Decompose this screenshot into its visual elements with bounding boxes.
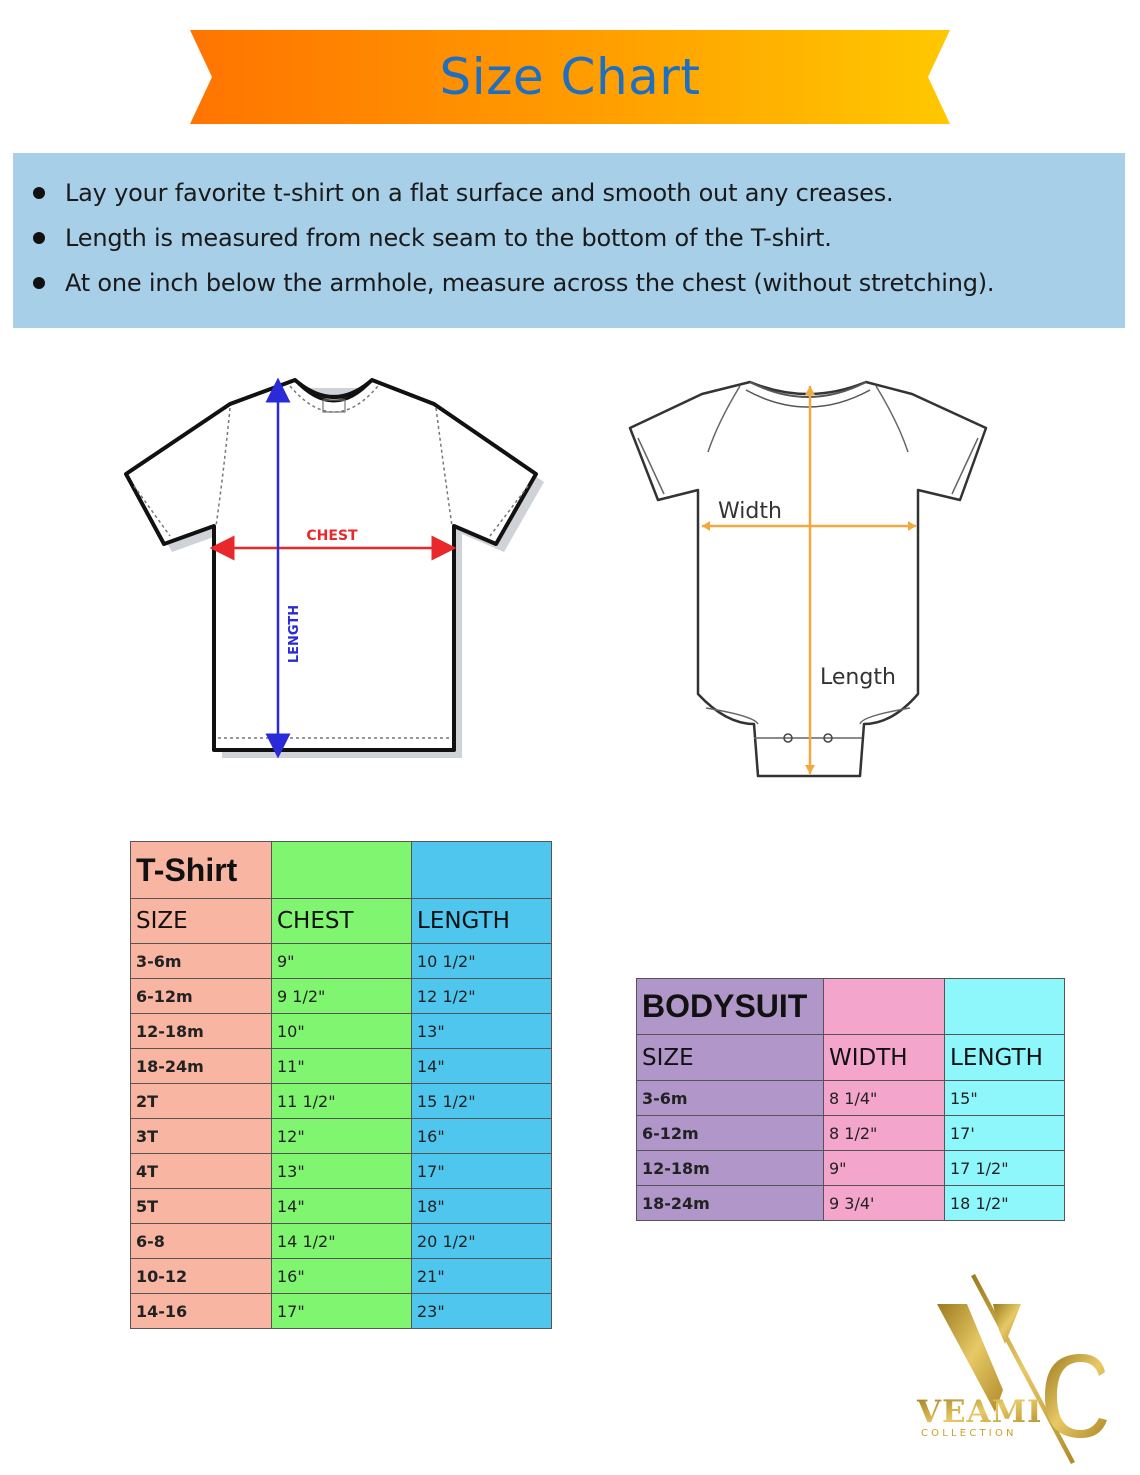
length-cell: 20 1/2" xyxy=(412,1224,552,1259)
instruction-text: Lay your favorite t-shirt on a flat surface and smooth out any creases. xyxy=(65,179,894,207)
length-cell: 23" xyxy=(412,1294,552,1329)
length-cell: 12 1/2" xyxy=(412,979,552,1014)
size-cell: 5T xyxy=(131,1189,272,1224)
table-row xyxy=(131,1084,552,1119)
length-cell: 17" xyxy=(412,1154,552,1189)
table-row xyxy=(637,1116,1065,1151)
table-row xyxy=(131,944,552,979)
table-row xyxy=(637,1151,1065,1186)
column-header-width: WIDTH xyxy=(824,1035,945,1081)
width-cell: 9" xyxy=(824,1151,945,1186)
chest-label: CHEST xyxy=(306,528,358,544)
table-title: BODYSUIT xyxy=(637,979,824,1035)
table-row xyxy=(131,979,552,1014)
table-row xyxy=(131,1154,552,1189)
bullet-icon xyxy=(33,277,45,289)
size-cell: 12-18m xyxy=(131,1014,272,1049)
width-cell: 9 3/4' xyxy=(824,1186,945,1221)
brand-logo xyxy=(905,1272,1120,1467)
column-header-chest: CHEST xyxy=(272,899,412,944)
length-cell: 15 1/2" xyxy=(412,1084,552,1119)
bodysuit-diagram xyxy=(622,372,994,782)
instruction-item xyxy=(33,171,1125,216)
chest-cell: 13" xyxy=(272,1154,412,1189)
table-row xyxy=(637,1186,1065,1221)
instruction-item xyxy=(33,261,1125,306)
size-cell: 4T xyxy=(131,1154,272,1189)
instruction-text: Length is measured from neck seam to the bottom of the T-shirt. xyxy=(65,224,832,252)
instruction-text: At one inch below the armhole, measure across the chest (without stretching). xyxy=(65,269,995,297)
column-header-length: LENGTH xyxy=(412,899,552,944)
size-cell: 10-12 xyxy=(131,1259,272,1294)
size-cell: 3-6m xyxy=(131,944,272,979)
size-cell: 2T xyxy=(131,1084,272,1119)
length-cell: 10 1/2" xyxy=(412,944,552,979)
table-cell xyxy=(412,842,552,899)
column-header-size: SIZE xyxy=(131,899,272,944)
table-row xyxy=(131,1049,552,1084)
chest-cell: 11 1/2" xyxy=(272,1084,412,1119)
width-cell: 8 1/4" xyxy=(824,1081,945,1116)
table-row xyxy=(131,1259,552,1294)
chest-cell: 11" xyxy=(272,1049,412,1084)
length-cell: 17 1/2" xyxy=(945,1151,1065,1186)
table-cell xyxy=(824,979,945,1035)
chest-cell: 10" xyxy=(272,1014,412,1049)
tshirt-diagram xyxy=(120,370,550,760)
length-label: Length xyxy=(820,665,896,690)
width-cell: 8 1/2" xyxy=(824,1116,945,1151)
size-cell: 18-24m xyxy=(637,1186,824,1221)
size-cell: 6-8 xyxy=(131,1224,272,1259)
chest-cell: 9" xyxy=(272,944,412,979)
logo-wordmark: VEAMI xyxy=(917,1394,1043,1430)
bodysuit-outline xyxy=(630,382,986,776)
chest-cell: 12" xyxy=(272,1119,412,1154)
table-title: T-Shirt xyxy=(131,842,272,899)
table-row xyxy=(131,1189,552,1224)
size-cell: 3T xyxy=(131,1119,272,1154)
table-header-row xyxy=(637,1035,1065,1081)
bodysuit-size-table xyxy=(636,978,1065,1221)
size-cell: 12-18m xyxy=(637,1151,824,1186)
length-cell: 15" xyxy=(945,1081,1065,1116)
table-row xyxy=(637,1081,1065,1116)
table-title-row xyxy=(131,842,552,899)
size-cell: 6-12m xyxy=(131,979,272,1014)
instruction-item xyxy=(33,216,1125,261)
width-label: Width xyxy=(718,499,782,524)
length-cell: 17' xyxy=(945,1116,1065,1151)
length-cell: 16" xyxy=(412,1119,552,1154)
size-cell: 14-16 xyxy=(131,1294,272,1329)
chest-cell: 14 1/2" xyxy=(272,1224,412,1259)
table-cell xyxy=(272,842,412,899)
size-cell: 6-12m xyxy=(637,1116,824,1151)
chest-cell: 14" xyxy=(272,1189,412,1224)
column-header-size: SIZE xyxy=(637,1035,824,1081)
length-cell: 18 1/2" xyxy=(945,1186,1065,1221)
chest-cell: 9 1/2" xyxy=(272,979,412,1014)
length-label: LENGTH xyxy=(287,604,302,664)
bullet-icon xyxy=(33,187,45,199)
size-cell: 18-24m xyxy=(131,1049,272,1084)
table-cell xyxy=(945,979,1065,1035)
size-cell: 3-6m xyxy=(637,1081,824,1116)
title-banner xyxy=(190,30,950,124)
tshirt-size-table xyxy=(130,841,552,1329)
table-title-row xyxy=(637,979,1065,1035)
table-row xyxy=(131,1014,552,1049)
column-header-length: LENGTH xyxy=(945,1035,1065,1081)
table-header-row xyxy=(131,899,552,944)
chest-cell: 17" xyxy=(272,1294,412,1329)
instructions-list xyxy=(33,171,1125,306)
logo-c-mark xyxy=(1045,1354,1107,1438)
logo-subtitle: COLLECTION xyxy=(921,1428,1017,1439)
instructions-box xyxy=(13,153,1125,328)
bullet-icon xyxy=(33,232,45,244)
length-cell: 21" xyxy=(412,1259,552,1294)
tshirt-outline xyxy=(126,380,536,750)
page-title: Size Chart xyxy=(439,48,701,106)
table-row xyxy=(131,1224,552,1259)
length-cell: 13" xyxy=(412,1014,552,1049)
length-cell: 18" xyxy=(412,1189,552,1224)
table-row xyxy=(131,1119,552,1154)
chest-cell: 16" xyxy=(272,1259,412,1294)
length-cell: 14" xyxy=(412,1049,552,1084)
table-row xyxy=(131,1294,552,1329)
